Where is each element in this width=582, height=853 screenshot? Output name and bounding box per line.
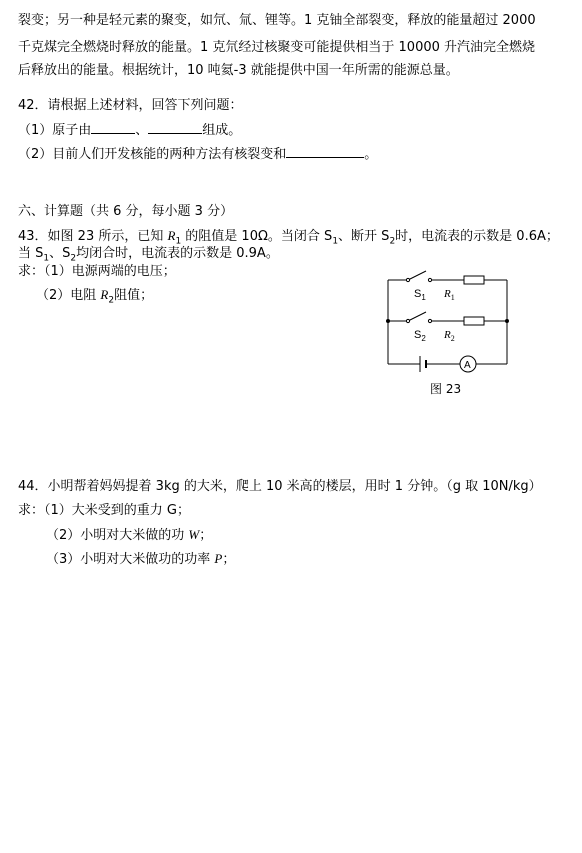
ammeter-label: A [464, 360, 471, 371]
q42-sub1-text-a: （1）原子由 [18, 123, 92, 138]
q42-sub1-text-b: 、 [135, 123, 149, 138]
circuit-diagram [380, 268, 520, 398]
q42-sub1 [18, 121, 241, 140]
q44-stem: 44．小明帮着妈妈提着 3kg 的大米，爬上 10 米高的楼层，用时 1 分钟。（g 取 10N/kg） [18, 479, 542, 494]
q43-ask2-var: R [100, 287, 109, 302]
q44-ask3-b: ； [222, 552, 236, 567]
label-r2-sub: 2 [450, 334, 455, 343]
q43-l1-sub2: 1 [332, 236, 339, 247]
q43-ask2-sub: 2 [108, 295, 115, 306]
q43-l1-sub3: 2 [389, 236, 396, 247]
material-line-3: 后释放出的能量。根据统计，10 吨氦-3 就能提供中国一年所需的能源总量。 [18, 63, 459, 78]
q44-ask2-var: W [188, 527, 200, 542]
q43-ask2-b: 阻值； [114, 288, 154, 303]
q44-ask-3 [46, 550, 235, 569]
q43-l1-var: R [167, 228, 176, 243]
q44-ask3-a: （3）小明对大米做功的功率 [46, 552, 215, 567]
q43-l1-b: 的阻值是 10Ω。当闭合 S [181, 229, 333, 244]
q43-l2-a: 当 S [18, 246, 44, 261]
material-line-1: 裂变；另一种是轻元素的聚变，如氘、氚、锂等。1 克铀全部裂变，释放的能量超过 2000 [18, 13, 536, 28]
resistor-r1 [464, 276, 484, 284]
q43-l1-d: 时，电流表的示数是 0.6A； [395, 229, 559, 244]
switch-s1-pivot [406, 278, 409, 281]
q43-ask2-a: （2）电阻 [36, 288, 101, 303]
switch-s1-contact [428, 278, 431, 281]
label-s1-sub: 1 [421, 293, 426, 302]
q43-l1-a: 43．如图 23 所示，已知 [18, 229, 168, 244]
q42-blank-3[interactable] [286, 145, 364, 158]
q44-ask3-var: P [214, 551, 223, 566]
section6-title: 六、计算题（共 6 分，每小题 3 分） [18, 204, 234, 219]
q42-sub1-text-c: 组成。 [202, 123, 242, 138]
label-r2 [443, 329, 455, 343]
q42-sub2 [18, 145, 377, 164]
q43-l1-sub: 1 [175, 236, 182, 247]
q44-ask-2 [46, 526, 212, 545]
junction-right [505, 319, 509, 323]
q43-l2-c: 均闭合时，电流表的示数是 0.9A。 [76, 246, 279, 261]
label-s2 [414, 329, 426, 343]
label-s1-main: S [414, 288, 422, 300]
q44-ask2-b: ； [199, 528, 213, 543]
q42-blank-2[interactable] [148, 121, 202, 134]
q44-ask-1: 求：（1）大米受到的重力 G； [18, 503, 190, 518]
label-s1 [414, 288, 426, 302]
label-r1 [443, 288, 455, 302]
switch-s2-blade [408, 312, 426, 321]
label-r2-main: R [444, 329, 451, 341]
label-r1-main: R [444, 288, 451, 300]
junction-left [386, 319, 390, 323]
figure-caption: 图 23 [430, 382, 462, 396]
switch-s2-contact [428, 319, 431, 322]
label-s2-main: S [414, 329, 422, 341]
q43-l1-c: 、断开 S [338, 229, 390, 244]
q43-l2-sub1: 1 [43, 253, 50, 264]
q43-l2-b: 、S [49, 246, 71, 261]
q42-stem: 42．请根据上述材料，回答下列问题： [18, 98, 243, 113]
q43-l2-sub2: 2 [70, 253, 77, 264]
material-line-2: 千克煤完全燃烧时释放的能量。1 克氘经过核聚变可能提供相当于 10000 升汽油完全燃烧 [18, 40, 536, 55]
q44-ask2-a: （2）小明对大米做的功 [46, 528, 189, 543]
label-r1-sub: 1 [450, 293, 455, 302]
q42-sub2-text-b: 。 [364, 147, 378, 162]
label-s2-sub: 2 [421, 334, 426, 343]
q43-ask-1: 求：（1）电源两端的电压； [18, 264, 176, 279]
switch-s1-blade [408, 271, 426, 280]
q42-sub2-text-a: （2）目前人们开发核能的两种方法有核裂变和 [18, 147, 287, 162]
switch-s2-pivot [406, 319, 409, 322]
q43-ask-2 [36, 286, 153, 310]
q42-blank-1[interactable] [91, 121, 135, 134]
resistor-r2 [464, 317, 484, 325]
